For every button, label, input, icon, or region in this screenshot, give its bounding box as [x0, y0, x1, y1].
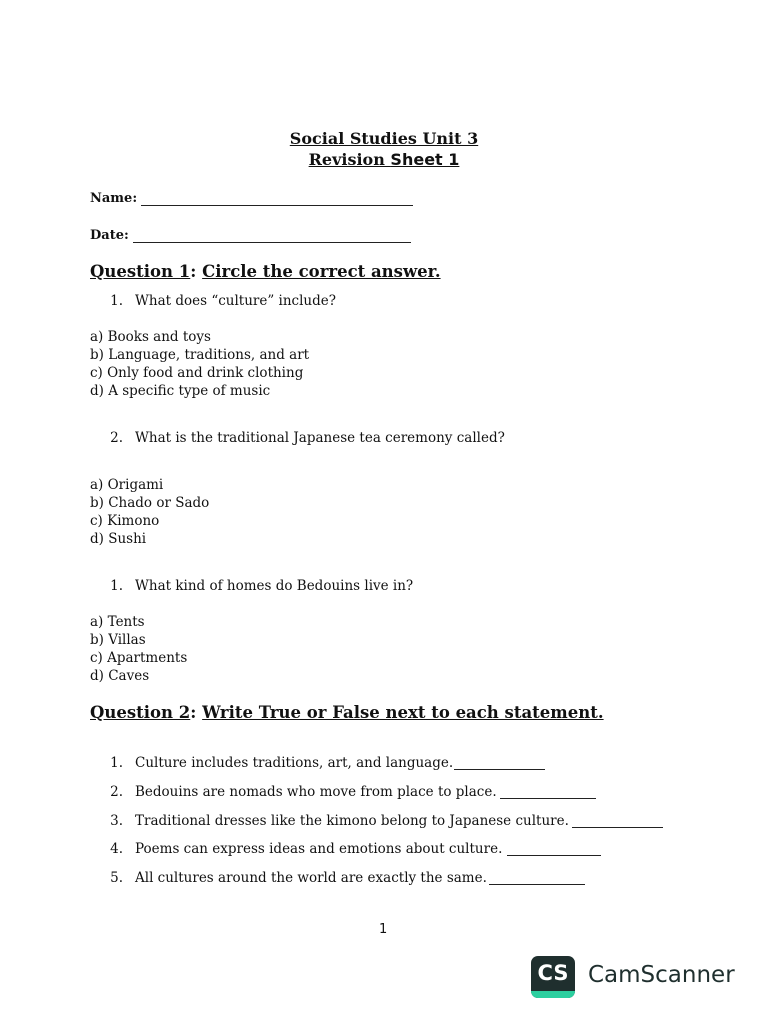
name-field-line[interactable] [141, 205, 413, 206]
q2-statement-5-answer-line[interactable] [489, 884, 585, 885]
q2-statement-1-answer-line[interactable] [454, 769, 545, 770]
question1-label: Question 1 [90, 262, 191, 281]
q1-item-1-number: 1. [110, 293, 123, 309]
worksheet-title: Social Studies Unit 3 [289, 129, 479, 148]
question1-instruction: Circle the correct answer. [202, 262, 441, 281]
q2-statement-5-number: 5. [110, 870, 123, 886]
date-field-line[interactable] [133, 242, 411, 243]
question1-colon: : [190, 262, 197, 281]
q2-statement-3-number: 3. [110, 813, 123, 829]
q2-statement-2-text: Bedouins are nomads who move from place to place. [135, 784, 497, 800]
q2-statement-4-number: 4. [110, 841, 123, 857]
question2-colon: : [190, 703, 197, 722]
q1-item-3-option-a[interactable]: a) Tents [90, 614, 145, 630]
camscanner-brand: CamScanner [588, 962, 735, 988]
worksheet-subtitle [0, 150, 768, 169]
q2-statement-4-text: Poems can express ideas and emotions about culture. [135, 841, 503, 857]
question2-label: Question 2 [90, 703, 191, 722]
subtitle-revision: Revision [308, 150, 391, 169]
q1-item-1-option-c[interactable]: c) Only food and drink clothing [90, 365, 304, 381]
subtitle-sheet: Sheet 1 [390, 150, 460, 169]
q1-item-3-number: 1. [110, 578, 123, 594]
q1-item-1-option-d[interactable]: d) A specific type of music [90, 383, 271, 399]
q2-statement-3-text: Traditional dresses like the kimono belong to Japanese culture. [135, 813, 569, 829]
q1-item-2-text: What is the traditional Japanese tea ceremony called? [135, 430, 505, 446]
q1-item-3-option-b[interactable]: b) Villas [90, 632, 146, 648]
q2-statement-5-text: All cultures around the world are exactly the same. [135, 870, 487, 886]
q2-statement-2-number: 2. [110, 784, 123, 800]
camscanner-logo-stripe [531, 991, 575, 998]
q1-item-2-number: 2. [110, 430, 123, 446]
q1-item-3-text: What kind of homes do Bedouins live in? [135, 578, 414, 594]
q2-statement-1-number: 1. [110, 755, 123, 771]
page-number: 1 [379, 922, 388, 937]
q1-item-1-option-a[interactable]: a) Books and toys [90, 329, 211, 345]
q1-item-2-option-c[interactable]: c) Kimono [90, 513, 160, 529]
q1-item-3-option-d[interactable]: d) Caves [90, 668, 150, 684]
q1-item-1-option-b[interactable]: b) Language, traditions, and art [90, 347, 310, 363]
date-label: Date: [90, 228, 129, 243]
q1-item-2-option-a[interactable]: a) Origami [90, 477, 164, 493]
q2-statement-2-answer-line[interactable] [500, 798, 596, 799]
q1-item-2-option-d[interactable]: d) Sushi [90, 531, 147, 547]
q2-statement-3-answer-line[interactable] [572, 827, 663, 828]
camscanner-logo [531, 956, 575, 998]
q2-statement-4-answer-line[interactable] [507, 855, 601, 856]
question1-heading [90, 262, 441, 281]
question2-heading [90, 703, 604, 722]
q1-item-2-option-b[interactable]: b) Chado or Sado [90, 495, 210, 511]
q1-item-3-option-c[interactable]: c) Apartments [90, 650, 188, 666]
question2-instruction: Write True or False next to each statement. [202, 703, 604, 722]
camscanner-logo-text: CS [537, 961, 569, 985]
q1-item-1-text: What does “culture” include? [135, 293, 336, 309]
name-label: Name: [90, 191, 138, 206]
q2-statement-1-text: Culture includes traditions, art, and language. [135, 755, 454, 771]
